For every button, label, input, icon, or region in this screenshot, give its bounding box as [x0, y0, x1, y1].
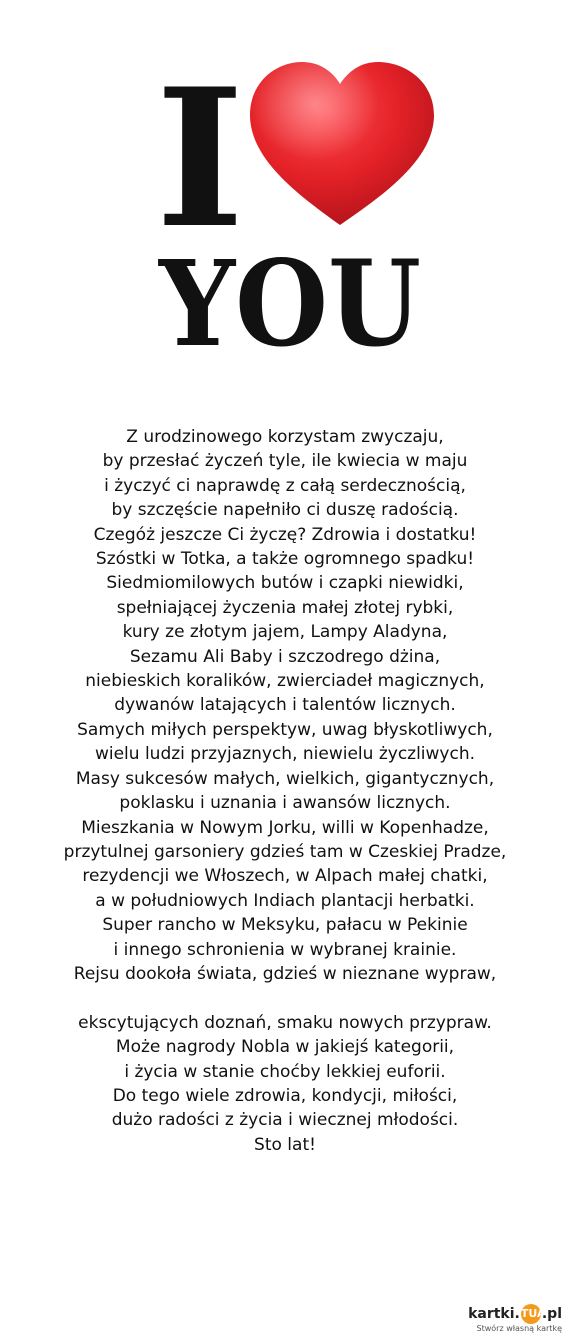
poem-line: dywanów latających i talentów licznych.	[114, 695, 456, 716]
poem-line: Rejsu dookoła świata, gdzieś w nieznane wypraw,	[73, 963, 497, 984]
poem-line: Siedmiomilowych butów i czapki niewidki,	[106, 573, 464, 594]
poem-line: Sezamu Ali Baby i szczodrego dżina,	[129, 646, 441, 667]
poem-line: by szczęście napełniło ci duszę radością.	[111, 500, 459, 521]
poem-line: wielu ludzi przyjaznych, niewielu życzliwych.	[94, 744, 476, 765]
i-love-you-graphic	[0, 0, 570, 380]
logo-badge: TUA	[521, 1304, 541, 1324]
i-love-you-header	[0, 0, 570, 380]
poem-line: rezydencji we Włoszech, w Alpach małej chatki,	[82, 866, 488, 887]
birthday-poem	[20, 425, 550, 1157]
logo-prefix: kartki.	[468, 1306, 520, 1322]
logo-suffix: .pl	[541, 1306, 562, 1322]
logo-wordmark[interactable]	[468, 1304, 562, 1324]
poem-line: spełniającej życzenia małej złotej rybki,	[116, 597, 454, 618]
poem-line: Z urodzinowego korzystam zwyczaju,	[126, 427, 444, 447]
poem-line: Mieszkania w Nowym Jorku, willi w Kopenhadze,	[81, 817, 489, 838]
poem-line: poklasku i uznania i awansów licznych.	[119, 793, 451, 814]
poem-line: by przesłać życzeń tyle, ile kwiecia w maju	[102, 451, 468, 472]
poem-line: Do tego wiele zdrowia, kondycji, miłości,	[112, 1085, 458, 1106]
letter-i: I	[155, 47, 245, 270]
poem-line: Może nagrody Nobla w jakiejś kategorii,	[115, 1037, 455, 1058]
poem-line: i życia w stanie choćby lekkiej euforii.	[124, 1061, 446, 1082]
poem-line: Samych miłych perspektyw, uwag błyskotliwych,	[77, 719, 493, 740]
poem-line: Szóstki w Totka, a także ogromnego spadku!	[95, 549, 475, 570]
poem-line: kury ze złotym jajem, Lampy Aladyna,	[122, 622, 448, 643]
poem-line: przytulnej garsoniery gdzieś tam w Czeskiej Pradze,	[63, 841, 507, 862]
poem-line: Czegóż jeszcze Ci życzę? Zdrowia i dostatku!	[93, 524, 477, 545]
heart-icon	[250, 62, 434, 225]
word-you: YOU	[157, 234, 421, 373]
poem-line: Masy sukcesów małych, wielkich, gigantycznych,	[75, 768, 495, 789]
logo-tagline: Stwórz własną kartkę	[476, 1324, 562, 1333]
poem-line: dużo radości z życia i wiecznej młodości.	[111, 1110, 459, 1131]
poem-line: niebieskich koralików, zwierciadeł magicznych,	[85, 671, 485, 692]
poem-line: i innego schronienia w wybranej krainie.	[113, 939, 457, 960]
poem-line: Super rancho w Meksyku, pałacu w Pekinie	[102, 915, 468, 936]
poem-line: i życzyć ci naprawdę z całą serdecznością,	[104, 475, 466, 496]
site-logo[interactable]	[454, 1303, 562, 1334]
poem-line: ekscytujących doznań, smaku nowych przypraw.	[78, 1012, 492, 1033]
poem-line: a w południowych Indiach plantacji herbatki.	[95, 890, 475, 911]
poem-line: Sto lat!	[254, 1134, 316, 1155]
poem-line	[20, 986, 550, 1010]
